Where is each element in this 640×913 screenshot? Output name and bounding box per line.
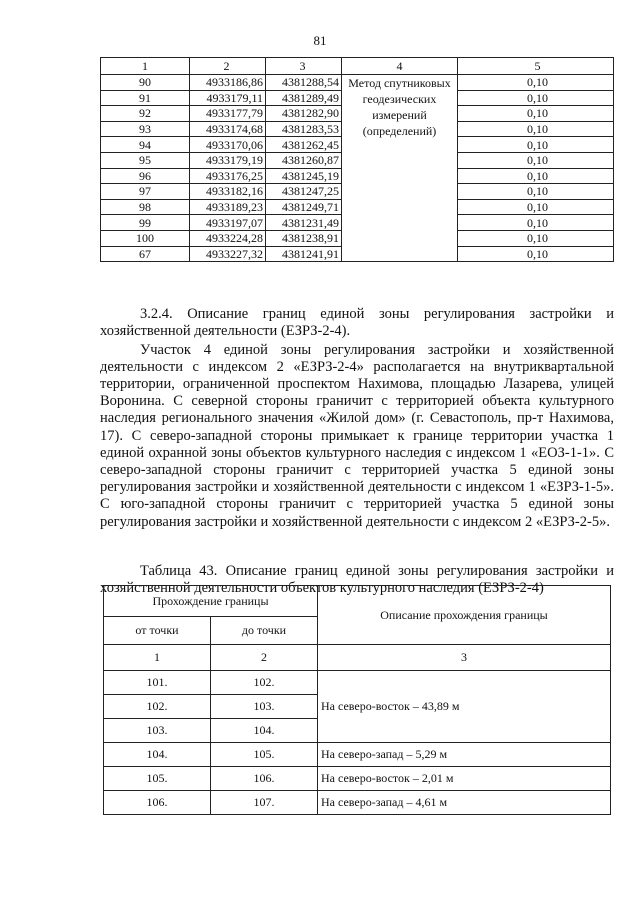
y-coordinate: 4381247,25	[266, 184, 342, 200]
x-coordinate: 4933197,07	[190, 215, 266, 231]
y-coordinate: 4381231,49	[266, 215, 342, 231]
x-coordinate: 4933189,23	[190, 199, 266, 215]
table-header-row	[104, 586, 611, 617]
y-coordinate: 4381288,54	[266, 75, 342, 91]
accuracy: 0,10	[458, 230, 614, 246]
boundary-description: На северо-запад – 4,61 м	[318, 791, 611, 815]
column-number: 3	[318, 645, 611, 671]
to-point: 107.	[211, 791, 318, 815]
y-coordinate: 4381262,45	[266, 137, 342, 153]
boundary-table	[103, 585, 611, 815]
x-coordinate: 4933176,25	[190, 168, 266, 184]
point-number: 92	[101, 106, 190, 122]
accuracy: 0,10	[458, 168, 614, 184]
from-point: 102.	[104, 695, 211, 719]
table-row	[104, 671, 611, 695]
table-caption: Таблица 43. Описание границ единой зоны регулирования застройки и хозяйственной деятельности объектов культурного наследия (ЕЗРЗ-2-4)	[100, 562, 614, 596]
accuracy: 0,10	[458, 75, 614, 91]
accuracy: 0,10	[458, 184, 614, 200]
section-heading: 3.2.4. Описание границ единой зоны регулирования застройки и хозяйственной деятельности (ЕЗРЗ-2-4).	[100, 305, 614, 339]
from-point: 101.	[104, 671, 211, 695]
table-header-row	[101, 58, 614, 75]
point-number: 98	[101, 199, 190, 215]
accuracy: 0,10	[458, 199, 614, 215]
accuracy: 0,10	[458, 90, 614, 106]
column-number: 1	[104, 645, 211, 671]
table-row	[101, 152, 614, 168]
to-point: 105.	[211, 743, 318, 767]
accuracy: 0,10	[458, 121, 614, 137]
table-column-numbers	[104, 645, 611, 671]
x-coordinate: 4933182,16	[190, 184, 266, 200]
boundary-description: На северо-восток – 2,01 м	[318, 767, 611, 791]
y-coordinate: 4381249,71	[266, 199, 342, 215]
x-coordinate: 4933227,32	[190, 246, 266, 262]
point-number: 93	[101, 121, 190, 137]
column-number: 2	[211, 645, 318, 671]
table-row	[101, 75, 614, 91]
y-coordinate: 4381283,53	[266, 121, 342, 137]
column-header: 1	[101, 58, 190, 75]
header-to: до точки	[211, 617, 318, 645]
method-cell: Метод спутниковых геодезических измерений (определений)	[342, 75, 458, 153]
accuracy: 0,10	[458, 106, 614, 122]
column-header: 3	[266, 58, 342, 75]
x-coordinate: 4933177,79	[190, 106, 266, 122]
accuracy: 0,10	[458, 215, 614, 231]
x-coordinate: 4933170,06	[190, 137, 266, 153]
point-number: 96	[101, 168, 190, 184]
x-coordinate: 4933224,28	[190, 230, 266, 246]
accuracy: 0,10	[458, 152, 614, 168]
point-number: 95	[101, 152, 190, 168]
table-row	[104, 767, 611, 791]
boundary-description: На северо-запад – 5,29 м	[318, 743, 611, 767]
y-coordinate: 4381282,90	[266, 106, 342, 122]
boundary-description: На северо-восток – 43,89 м	[318, 671, 611, 743]
table-row	[104, 743, 611, 767]
point-number: 97	[101, 184, 190, 200]
from-point: 104.	[104, 743, 211, 767]
y-coordinate: 4381238,91	[266, 230, 342, 246]
y-coordinate: 4381289,49	[266, 90, 342, 106]
section-body: Участок 4 единой зоны регулирования застройки и хозяйственной деятельности с индексом 2 «ЕЗРЗ-2-4» располагается на внутриквартальной территории, ограниченной проспектом Нахимова, площадью Лазарева, улицей Воронина. С северной стороны граничит с территорией объекта культурного наследия регионального значения «Жилой дом» (г. Севастополь, пр-т Нахимова, 17). С северо-западной стороны примыкает к границе территории участка 1 единой охранной зоны объектов культурного наследия с индексом 1 «ЕОЗ-1-1». С северо-западной стороны граничит с территорией участка 5 единой зоны регулирования застройки и хозяйственной деятельности с индексом 1 «ЕЗРЗ-1-5». С юго-западной стороны граничит с территорией участка 5 единой зоны регулирования застройки и хозяйственной деятельности с индексом 2 «ЕЗРЗ-2-5».	[100, 341, 614, 530]
column-header: 2	[190, 58, 266, 75]
x-coordinate: 4933179,11	[190, 90, 266, 106]
y-coordinate: 4381260,87	[266, 152, 342, 168]
from-point: 106.	[104, 791, 211, 815]
point-number: 67	[101, 246, 190, 262]
point-number: 99	[101, 215, 190, 231]
accuracy: 0,10	[458, 246, 614, 262]
from-point: 103.	[104, 719, 211, 743]
x-coordinate: 4933174,68	[190, 121, 266, 137]
page-number: 81	[313, 33, 327, 48]
point-number: 100	[101, 230, 190, 246]
x-coordinate: 4933186,86	[190, 75, 266, 91]
point-number: 90	[101, 75, 190, 91]
to-point: 103.	[211, 695, 318, 719]
method-cell-continued	[342, 152, 458, 261]
header-description: Описание прохождения границы	[318, 586, 611, 645]
point-number: 94	[101, 137, 190, 153]
column-header: 5	[458, 58, 614, 75]
to-point: 106.	[211, 767, 318, 791]
to-point: 104.	[211, 719, 318, 743]
table-row	[104, 791, 611, 815]
from-point: 105.	[104, 767, 211, 791]
y-coordinate: 4381241,91	[266, 246, 342, 262]
coordinates-table	[100, 57, 614, 262]
y-coordinate: 4381245,19	[266, 168, 342, 184]
accuracy: 0,10	[458, 137, 614, 153]
header-passage: Прохождение границы	[104, 586, 318, 617]
column-header: 4	[342, 58, 458, 75]
to-point: 102.	[211, 671, 318, 695]
point-number: 91	[101, 90, 190, 106]
header-from: от точки	[104, 617, 211, 645]
x-coordinate: 4933179,19	[190, 152, 266, 168]
